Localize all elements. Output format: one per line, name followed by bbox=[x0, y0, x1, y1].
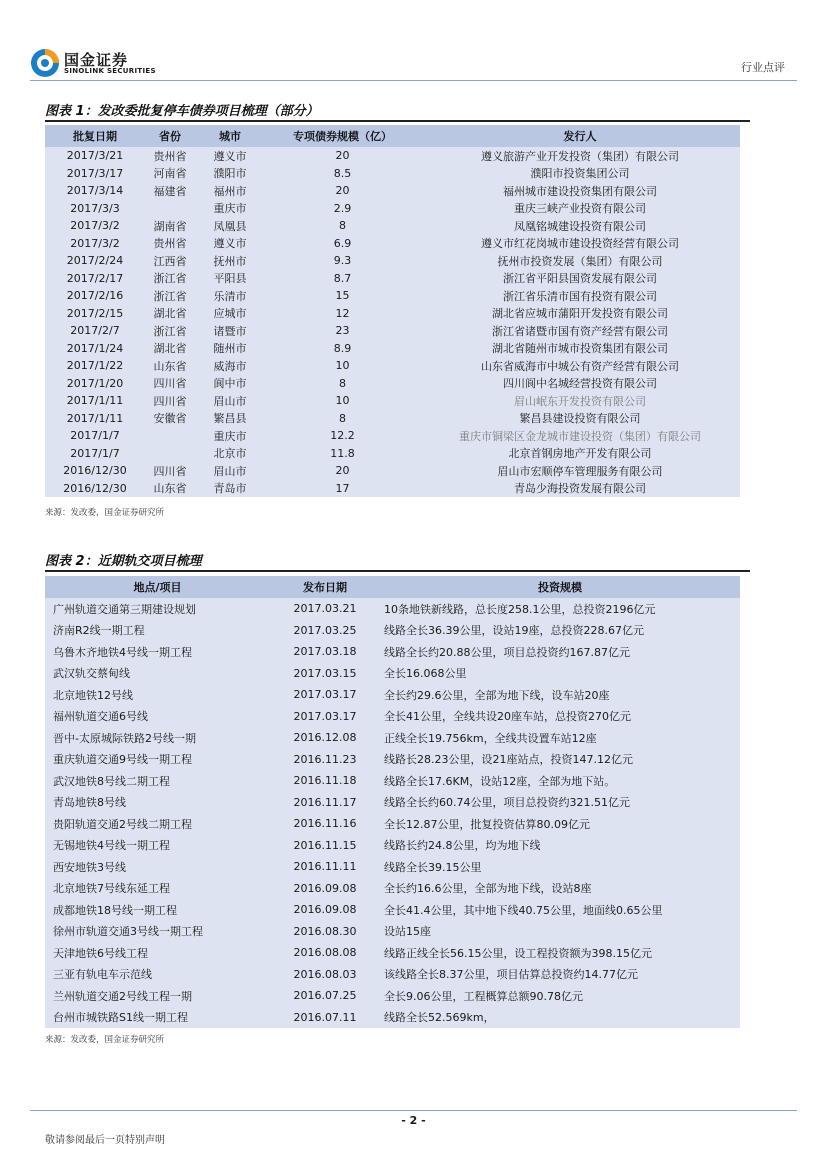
cell-date: 2017/2/24 bbox=[66, 254, 124, 268]
cell-project: 兰州轨道交通2号线工程一期 bbox=[53, 989, 192, 1003]
cell-scale: 10条地铁新线路，总长度258.1公里，总投资2196亿元 bbox=[384, 602, 656, 616]
cell-date: 2016.07.25 bbox=[293, 989, 357, 1003]
cell-city: 随州市 bbox=[213, 342, 247, 356]
cell-date: 2017/1/24 bbox=[66, 341, 124, 355]
cell-date: 2017.03.25 bbox=[293, 623, 357, 637]
cell-date: 2016.12.08 bbox=[293, 731, 357, 745]
cell-date: 2017.03.18 bbox=[293, 645, 357, 659]
cell-issuer: 遵义市红花岗城市建设投资经营有限公司 bbox=[481, 237, 679, 251]
table-row bbox=[45, 620, 740, 642]
cell-city: 青岛市 bbox=[213, 482, 247, 496]
table-row bbox=[45, 641, 740, 663]
cell-scale: 8 bbox=[339, 411, 346, 425]
cell-issuer: 重庆市铜梁区金龙城市建设投资（集团）有限公司 bbox=[459, 429, 701, 443]
cell-date: 2016.11.16 bbox=[293, 817, 357, 831]
cell-city: 阆中市 bbox=[213, 377, 247, 391]
table-row bbox=[45, 322, 740, 340]
cell-province: 四川省 bbox=[153, 464, 187, 478]
cell-province: 河南省 bbox=[153, 167, 187, 181]
cell-date: 2017.03.15 bbox=[293, 666, 357, 680]
cell-issuer: 眉山岷东开发投资有限公司 bbox=[514, 394, 646, 408]
cell-issuer: 浙江省诸暨市国有资产经营有限公司 bbox=[492, 324, 668, 338]
cell-date: 2016.11.15 bbox=[293, 838, 357, 852]
cell-scale: 2.9 bbox=[333, 201, 352, 215]
cell-scale: 12 bbox=[335, 306, 350, 320]
cell-scale: 全长约29.6公里，全部为地下线，设车站20座 bbox=[384, 688, 610, 702]
cell-project: 成都地铁18号线一期工程 bbox=[53, 903, 177, 917]
cell-date: 2017/1/11 bbox=[66, 394, 124, 408]
cell-date: 2016.09.08 bbox=[293, 881, 357, 895]
table-header-row bbox=[45, 125, 740, 147]
cell-city: 遵义市 bbox=[213, 237, 247, 251]
column-header: 投资规模 bbox=[380, 576, 740, 598]
cell-date: 2017/1/7 bbox=[70, 446, 120, 460]
table-row bbox=[45, 942, 740, 964]
cell-project: 青岛地铁8号线 bbox=[53, 796, 126, 810]
table-row bbox=[45, 235, 740, 253]
cell-scale: 正线全长19.756km，全线共设置车站12座 bbox=[384, 731, 597, 745]
cell-date: 2017/3/14 bbox=[66, 184, 124, 198]
cell-date: 2016/12/30 bbox=[63, 464, 127, 478]
cell-province: 湖南省 bbox=[153, 219, 187, 233]
cell-project: 台州市城铁路S1线一期工程 bbox=[53, 1011, 188, 1025]
cell-date: 2016.11.18 bbox=[293, 774, 357, 788]
table-row bbox=[45, 182, 740, 200]
cell-date: 2017/3/3 bbox=[70, 201, 120, 215]
cell-scale: 全长12.87公里，批复投资估算80.09亿元 bbox=[384, 817, 590, 831]
cell-city: 遵义市 bbox=[213, 149, 247, 163]
cell-issuer: 重庆三峡产业投资有限公司 bbox=[514, 202, 646, 216]
cell-project: 徐州市轨道交通3号线一期工程 bbox=[53, 925, 203, 939]
cell-issuer: 遵义旅游产业开发投资（集团）有限公司 bbox=[481, 149, 679, 163]
figure2-table bbox=[45, 576, 740, 1028]
cell-date: 2017/2/7 bbox=[70, 324, 120, 338]
cell-project: 三亚有轨电车示范线 bbox=[53, 968, 152, 982]
cell-city: 平阳县 bbox=[213, 272, 247, 286]
cell-date: 2017/1/22 bbox=[66, 359, 124, 373]
cell-scale: 线路全长52.569km， bbox=[384, 1011, 495, 1025]
column-header: 发布日期 bbox=[270, 576, 380, 598]
cell-date: 2017/1/7 bbox=[70, 429, 120, 443]
column-header: 批复日期 bbox=[45, 125, 145, 147]
cell-scale: 23 bbox=[335, 324, 350, 338]
cell-province: 浙江省 bbox=[153, 324, 187, 338]
table-row bbox=[45, 375, 740, 393]
cell-province: 浙江省 bbox=[153, 272, 187, 286]
cell-scale: 线路长28.23公里，设21座站点，投资147.12亿元 bbox=[384, 753, 633, 767]
cell-province: 四川省 bbox=[153, 394, 187, 408]
cell-scale: 该线路全长8.37公里，项目估算总投资约14.77亿元 bbox=[384, 968, 638, 982]
cell-scale: 8.9 bbox=[333, 341, 352, 355]
cell-province: 山东省 bbox=[153, 482, 187, 496]
cell-date: 2016.11.17 bbox=[293, 795, 357, 809]
cell-scale: 线路全长36.39公里，设站19座，总投资228.67亿元 bbox=[384, 624, 644, 638]
cell-issuer: 繁昌县建设投资有限公司 bbox=[519, 412, 641, 426]
cell-province: 湖北省 bbox=[153, 342, 187, 356]
table-row bbox=[45, 147, 740, 165]
footer-divider bbox=[30, 1110, 797, 1111]
page-number: - 2 - bbox=[401, 1114, 426, 1127]
table-header-row bbox=[45, 576, 740, 598]
cell-date: 2016.08.08 bbox=[293, 946, 357, 960]
table-row bbox=[45, 899, 740, 921]
cell-date: 2016/12/30 bbox=[63, 481, 127, 495]
column-header: 城市 bbox=[195, 125, 265, 147]
cell-date: 2016.08.30 bbox=[293, 924, 357, 938]
cell-scale: 11.8 bbox=[330, 446, 355, 460]
cell-project: 乌鲁木齐地铁4号线一期工程 bbox=[53, 645, 192, 659]
cell-province: 四川省 bbox=[153, 377, 187, 391]
header-divider bbox=[30, 80, 797, 81]
cell-scale: 20 bbox=[335, 149, 350, 163]
cell-city: 抚州市 bbox=[213, 254, 247, 268]
table-row bbox=[45, 684, 740, 706]
table-row bbox=[45, 792, 740, 814]
report-type: 行业点评 bbox=[741, 61, 785, 74]
cell-scale: 17 bbox=[335, 481, 350, 495]
cell-city: 眉山市 bbox=[213, 394, 247, 408]
cell-province: 安徽省 bbox=[153, 412, 187, 426]
table-row bbox=[45, 921, 740, 943]
cell-city: 威海市 bbox=[213, 359, 247, 373]
cell-scale: 线路全长39.15公里 bbox=[384, 860, 482, 874]
cell-date: 2017.03.21 bbox=[293, 602, 357, 616]
cell-date: 2016.11.11 bbox=[293, 860, 357, 874]
cell-issuer: 四川阆中名城经营投资有限公司 bbox=[503, 377, 657, 391]
cell-date: 2017/1/20 bbox=[66, 376, 124, 390]
cell-city: 乐清市 bbox=[213, 289, 247, 303]
cell-city: 重庆市 bbox=[213, 202, 247, 216]
cell-province bbox=[145, 427, 195, 445]
cell-province: 湖北省 bbox=[153, 307, 187, 321]
cell-city: 北京市 bbox=[213, 447, 247, 461]
cell-city: 繁昌县 bbox=[213, 412, 247, 426]
cell-issuer: 濮阳市投资集团公司 bbox=[530, 167, 630, 181]
cell-province: 贵州省 bbox=[153, 237, 187, 251]
cell-city: 凤凰县 bbox=[213, 219, 247, 233]
figure1-title: 图表 1：发改委批复停车债券项目梳理（部分） bbox=[45, 100, 750, 122]
table-row bbox=[45, 1007, 740, 1029]
table-row bbox=[45, 445, 740, 463]
cell-project: 贵阳轨道交通2号线二期工程 bbox=[53, 817, 192, 831]
cell-date: 2017/3/2 bbox=[70, 219, 120, 233]
cell-date: 2017/2/16 bbox=[66, 289, 124, 303]
table-row bbox=[45, 985, 740, 1007]
cell-scale: 线路全长约20.88公里，项目总投资约167.87亿元 bbox=[384, 645, 630, 659]
table-row bbox=[45, 964, 740, 986]
cell-province bbox=[145, 445, 195, 463]
cell-project: 福州轨道交通6号线 bbox=[53, 710, 148, 724]
cell-date: 2016.09.08 bbox=[293, 903, 357, 917]
column-header: 省份 bbox=[145, 125, 195, 147]
cell-date: 2017/2/17 bbox=[66, 271, 124, 285]
cell-issuer: 抚州市投资发展（集团）有限公司 bbox=[497, 254, 663, 268]
table-row bbox=[45, 427, 740, 445]
table-row bbox=[45, 305, 740, 323]
table-row bbox=[45, 663, 740, 685]
cell-city: 重庆市 bbox=[213, 429, 247, 443]
figure1-table-container bbox=[45, 125, 740, 497]
disclaimer-note: 敬请参阅最后一页特别声明 bbox=[45, 1135, 165, 1146]
table-row bbox=[45, 727, 740, 749]
cell-scale: 线路正线全长56.15公里，设工程投资额为398.15亿元 bbox=[384, 946, 652, 960]
cell-date: 2017/2/15 bbox=[66, 306, 124, 320]
cell-scale: 线路长约24.8公里，均为地下线 bbox=[384, 839, 541, 853]
cell-scale: 8.5 bbox=[333, 166, 352, 180]
table-row bbox=[45, 270, 740, 288]
cell-project: 晋中-太原城际铁路2号线一期 bbox=[53, 731, 196, 745]
table-row bbox=[45, 410, 740, 428]
table-row bbox=[45, 217, 740, 235]
cell-city: 濮阳市 bbox=[213, 167, 247, 181]
figure2-title: 图表 2：近期轨交项目梳理 bbox=[45, 550, 750, 572]
cell-city: 诸暨市 bbox=[213, 324, 247, 338]
cell-scale: 20 bbox=[335, 184, 350, 198]
cell-project: 天津地铁6号线工程 bbox=[53, 946, 148, 960]
cell-date: 2016.08.03 bbox=[293, 967, 357, 981]
cell-city: 福州市 bbox=[213, 184, 247, 198]
cell-scale: 9.3 bbox=[333, 254, 352, 268]
cell-date: 2016.11.23 bbox=[293, 752, 357, 766]
table-row bbox=[45, 770, 740, 792]
table-row bbox=[45, 835, 740, 857]
cell-issuer: 北京首钢房地产开发有限公司 bbox=[508, 447, 652, 461]
cell-province: 贵州省 bbox=[153, 149, 187, 163]
cell-province: 浙江省 bbox=[153, 289, 187, 303]
column-header: 地点/项目 bbox=[45, 576, 270, 598]
cell-city: 应城市 bbox=[213, 307, 247, 321]
company-name-cn: 国金证券 bbox=[64, 51, 129, 69]
cell-project: 重庆轨道交通9号线一期工程 bbox=[53, 753, 192, 767]
cell-project: 武汉地铁8号线二期工程 bbox=[53, 774, 170, 788]
page-header bbox=[0, 0, 827, 80]
table-row bbox=[45, 462, 740, 480]
table-row bbox=[45, 749, 740, 771]
cell-issuer: 湖北省随州市城市投资集团有限公司 bbox=[492, 342, 668, 356]
cell-date: 2017.03.17 bbox=[293, 688, 357, 702]
cell-issuer: 湖北省应城市蒲阳开发投资有限公司 bbox=[492, 307, 668, 321]
cell-project: 北京地铁12号线 bbox=[53, 688, 133, 702]
cell-issuer: 浙江省乐清市国有投资有限公司 bbox=[503, 289, 657, 303]
cell-scale: 8 bbox=[339, 376, 346, 390]
cell-scale: 全长9.06公里，工程概算总额90.78亿元 bbox=[384, 989, 583, 1003]
table-row bbox=[45, 287, 740, 305]
cell-scale: 线路全长约60.74公里，项目总投资约321.51亿元 bbox=[384, 796, 630, 810]
cell-date: 2017/3/2 bbox=[70, 236, 120, 250]
figure2-source: 来源：发改委，国金证券研究所 bbox=[45, 1035, 165, 1045]
cell-date: 2016.07.11 bbox=[293, 1010, 357, 1024]
cell-scale: 线路全长17.6KM，设站12座，全部为地下站。 bbox=[384, 774, 616, 788]
cell-province: 江西省 bbox=[153, 254, 187, 268]
cell-issuer: 浙江省平阳县国资发展有限公司 bbox=[503, 272, 657, 286]
cell-scale: 8.7 bbox=[333, 271, 352, 285]
cell-scale: 6.9 bbox=[333, 236, 352, 250]
cell-scale: 12.2 bbox=[330, 429, 355, 443]
table-row bbox=[45, 357, 740, 375]
cell-project: 北京地铁7号线东延工程 bbox=[53, 882, 170, 896]
cell-issuer: 青岛少海投资发展有限公司 bbox=[514, 482, 646, 496]
cell-project: 广州轨道交通第三期建设规划 bbox=[53, 602, 196, 616]
table-row bbox=[45, 856, 740, 878]
cell-date: 2017/3/17 bbox=[66, 166, 124, 180]
cell-scale: 全长约16.6公里，全部为地下线，设站8座 bbox=[384, 882, 592, 896]
cell-project: 无锡地铁4号线一期工程 bbox=[53, 839, 170, 853]
cell-issuer: 凤凰铭城建设投资有限公司 bbox=[514, 219, 646, 233]
cell-scale: 全长16.068公里 bbox=[384, 667, 467, 681]
cell-date: 2017/3/21 bbox=[66, 149, 124, 163]
table-row bbox=[45, 706, 740, 728]
cell-issuer: 福州城市建设投资集团有限公司 bbox=[503, 184, 657, 198]
cell-scale: 全长41.4公里，其中地下线40.75公里，地面线0.65公里 bbox=[384, 903, 663, 917]
table-row bbox=[45, 200, 740, 218]
cell-date: 2017.03.17 bbox=[293, 709, 357, 723]
column-header: 发行人 bbox=[420, 125, 740, 147]
cell-scale: 8 bbox=[339, 219, 346, 233]
table-row bbox=[45, 392, 740, 410]
cell-date: 2017/1/11 bbox=[66, 411, 124, 425]
cell-province bbox=[145, 200, 195, 218]
cell-issuer: 眉山市宏顺停车管理服务有限公司 bbox=[497, 464, 663, 478]
table-row bbox=[45, 813, 740, 835]
cell-scale: 20 bbox=[335, 464, 350, 478]
cell-province: 福建省 bbox=[153, 184, 187, 198]
sinolink-logo-icon bbox=[30, 48, 60, 78]
cell-city: 眉山市 bbox=[213, 464, 247, 478]
table-row bbox=[45, 165, 740, 183]
cell-province: 山东省 bbox=[153, 359, 187, 373]
cell-issuer: 山东省威海市中城公有资产经营有限公司 bbox=[481, 359, 679, 373]
table-row bbox=[45, 480, 740, 498]
table-row bbox=[45, 598, 740, 620]
cell-scale: 全长41公里，全线共设20座车站，总投资270亿元 bbox=[384, 710, 631, 724]
cell-scale: 设站15座 bbox=[384, 925, 431, 939]
cell-project: 西安地铁3号线 bbox=[53, 860, 126, 874]
table-row bbox=[45, 252, 740, 270]
table-row bbox=[45, 878, 740, 900]
company-name-en: SINOLINK SECURITIES bbox=[64, 67, 156, 75]
figure2-table-container bbox=[45, 576, 740, 1028]
figure1-table bbox=[45, 125, 740, 497]
cell-scale: 10 bbox=[335, 359, 350, 373]
cell-project: 武汉轨交蔡甸线 bbox=[53, 667, 130, 681]
figure1-source: 来源：发改委，国金证券研究所 bbox=[45, 508, 165, 518]
table-row bbox=[45, 340, 740, 358]
cell-scale: 10 bbox=[335, 394, 350, 408]
cell-scale: 15 bbox=[335, 289, 350, 303]
cell-project: 济南R2线一期工程 bbox=[53, 624, 145, 638]
column-header: 专项债券规模（亿） bbox=[265, 125, 420, 147]
